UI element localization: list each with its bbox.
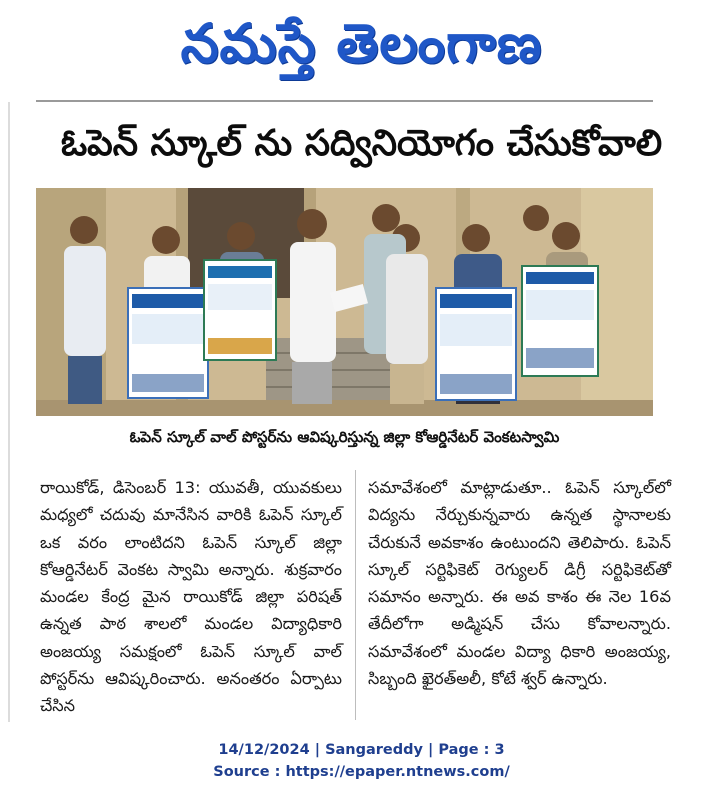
footer-source-link[interactable]: Source : https://epaper.ntnews.com/	[213, 764, 510, 780]
photo-illustration	[36, 188, 653, 416]
newspaper-masthead	[0, 8, 723, 80]
page-edge-shadow	[8, 102, 10, 722]
poster-right-1	[436, 288, 516, 400]
top-divider	[36, 100, 653, 102]
masthead-title: నమస్తే తెలంగాణ	[180, 12, 543, 75]
poster-left	[128, 288, 208, 398]
article-column-1	[40, 474, 342, 720]
column-1-text: రాయికోడ్, డిసెంబర్ 13: యువతీ, యువకులు మధ్యలో చదువు మానేసిన వారికి ఓపెన్ స్కూల్ ఒక వరం లాంటిదని ఓపెన్ స్కూల్ జిల్లా కోఆర్డినేటర్ వెంకట స్వామి అన్నారు. శుక్రవారం మండల కేంద్ర మైన రాయికోడ్ జిల్లా పరిషత్ ఉన్నత పాఠ శాలలో మండల విద్యాధికారి అంజయ్య సమక్షంలో ఓపెన్ స్కూల్ వాల్ పోస్టర్‌ను ఆవిష్కరించారు. అనంతరం ఏర్పాటు చేసిన	[40, 478, 342, 716]
article-headline: ఓపెన్ స్కూల్ ను సద్వినియోగం చేసుకోవాలి	[60, 123, 663, 164]
poster-center	[204, 260, 276, 360]
poster-right-2	[522, 266, 598, 376]
photo-caption: ఓపెన్ స్కూల్ వాల్ పోస్టర్‌ను ఆవిష్కరిస్తున్న జిల్లా కోఆర్డినేటర్ వెంకటస్వామి	[129, 428, 560, 446]
article-photo	[36, 188, 653, 416]
column-2-text: సమావేశంలో మాట్లాడుతూ.. ఓపెన్ స్కూల్‌లో విద్యను నేర్చుకున్నవారు ఉన్నత స్థానాలకు చేరుకునే అవకాశం ఉంటుందని తెలిపారు. ఓపెన్ స్కూల్ సర్టిఫికెట్ రెగ్యులర్ డిగ్రీ సర్టిఫికెట్‌తో సమానం అన్నారు. ఈ అవ కాశం ఈ నెల 16వ తేదీలోగా అడ్మిషన్ చేసు కోవాలన్నారు. సమావేశంలో మండల విద్యా ధికారి అంజయ్య, సిబ్బంది ఖైరత్‌అలీ, కోటే శ్వర్ ఉన్నారు.	[368, 478, 671, 689]
footer-edition-info: 14/12/2024 | Sangareddy | Page : 3	[218, 742, 505, 758]
article-column-2	[368, 474, 671, 692]
column-divider	[355, 470, 356, 720]
